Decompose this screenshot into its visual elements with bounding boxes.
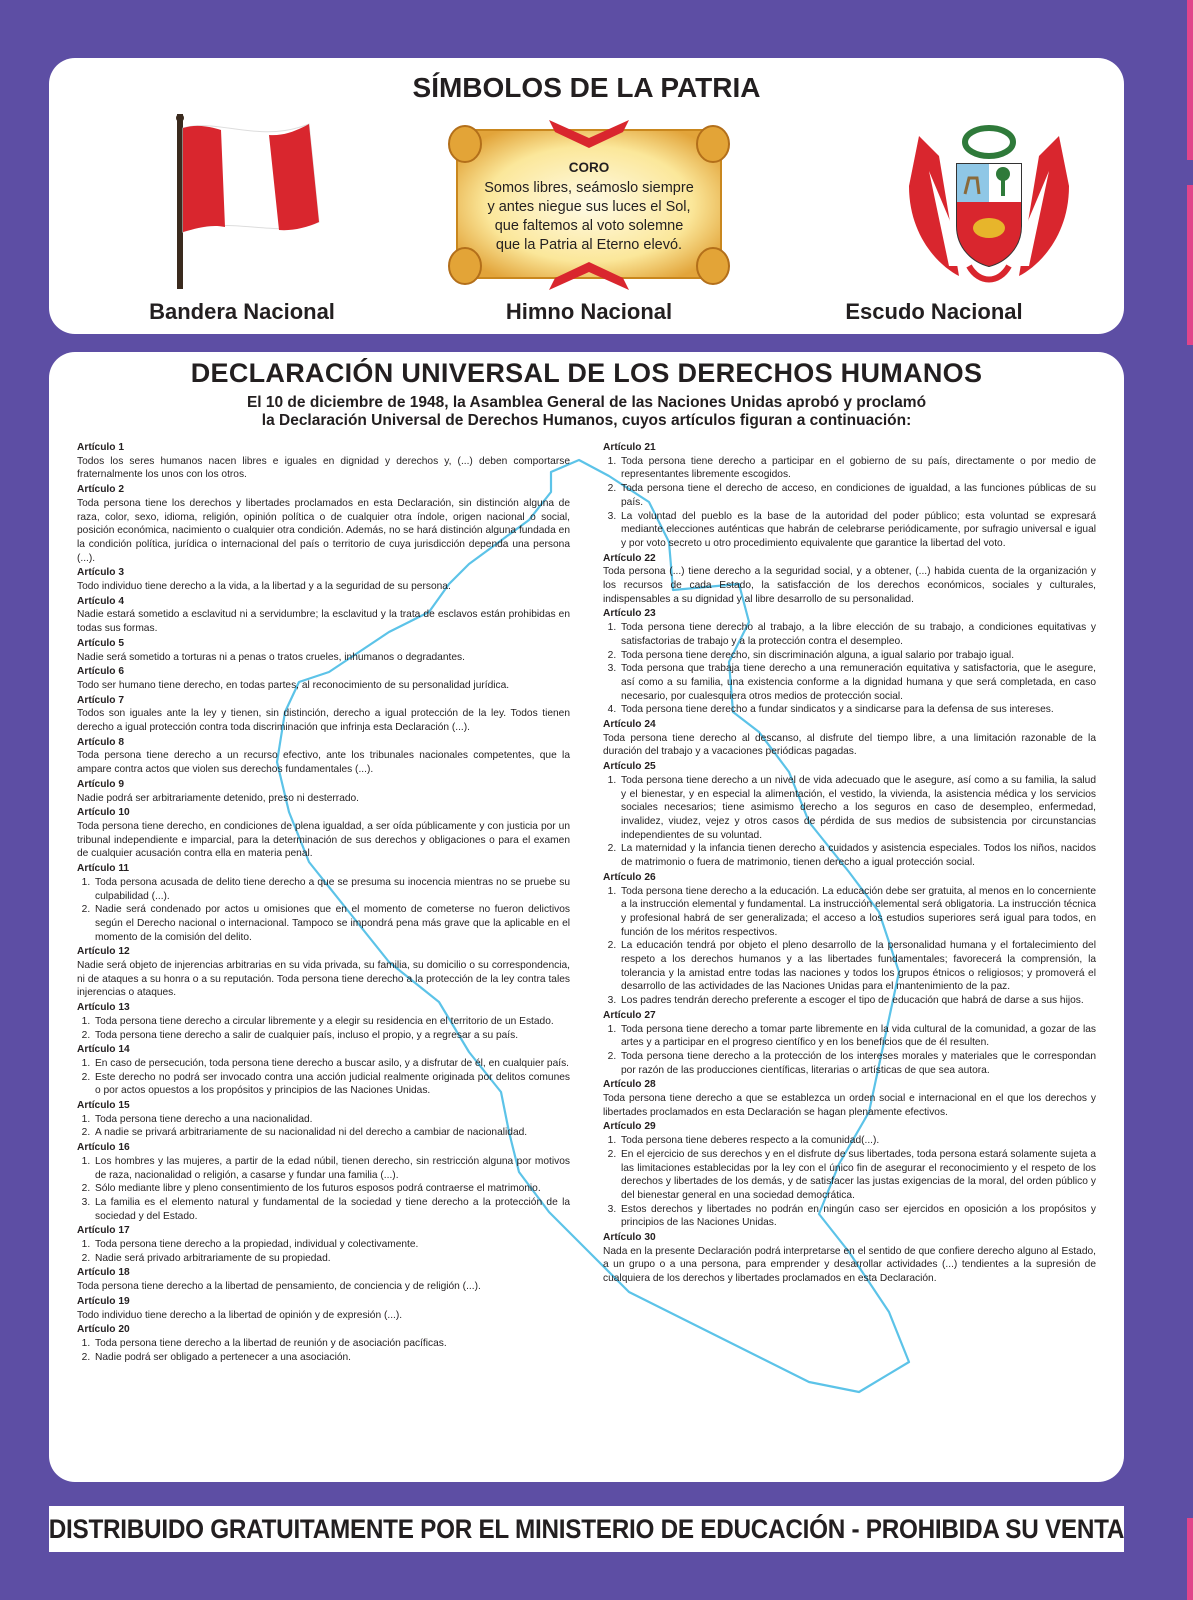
article-heading: Artículo 22 bbox=[603, 552, 656, 564]
article-heading: Artículo 25 bbox=[603, 761, 656, 773]
declaration-intro bbox=[49, 394, 1124, 430]
article-list-item: 2. Nadie podrá ser obligado a pertenecer a una asociación. bbox=[93, 1351, 570, 1365]
article-heading: Artículo 21 bbox=[603, 442, 656, 453]
article-heading: Artículo 17 bbox=[77, 1225, 130, 1237]
article-heading: Artículo 24 bbox=[603, 719, 656, 731]
declaration-panel bbox=[49, 352, 1124, 1482]
article-block bbox=[77, 1141, 570, 1223]
article-list-item: 1. Los hombres y las mujeres, a partir de la edad núbil, tienen derecho, sin restricción alguna por motivos de raza, nacionalidad o religión, a casarse y fundar una familia (...). bbox=[93, 1155, 570, 1182]
article-list-item: 2. Toda persona tiene el derecho de acceso, en condiciones de igualdad, a las funciones públicas de su país. bbox=[619, 482, 1096, 509]
article-list bbox=[603, 1134, 1096, 1230]
anthem-caption: Himno Nacional bbox=[505, 299, 673, 324]
article-block bbox=[77, 694, 570, 735]
article-block bbox=[77, 945, 570, 1000]
article-text: Toda persona tiene derecho al descanso, al disfrute del tiempo libre, a una limitación razonable de la duración del trabajo y a vacaciones periódicas pagadas. bbox=[603, 732, 1096, 758]
article-text: Todos son iguales ante la ley y tienen, sin distinción, derecho a igual protección de la ley. Todos tienen derecho a igual protección contra toda discriminación que infrinja esta Declaración (...). bbox=[77, 708, 570, 734]
article-text: Todo ser humano tiene derecho, en todas partes, al reconocimiento de su personalidad jurídica. bbox=[77, 679, 510, 691]
article-list bbox=[77, 1015, 570, 1042]
edge-mark-top bbox=[1187, 0, 1193, 160]
article-list-item: 1. Toda persona tiene derecho a la propiedad, individual y colectivamente. bbox=[93, 1238, 570, 1252]
article-block bbox=[77, 862, 570, 944]
chorus-line: y antes niegue sus luces el Sol, bbox=[487, 199, 691, 215]
article-block bbox=[603, 718, 1096, 759]
article-block bbox=[603, 552, 1096, 607]
article-block bbox=[77, 441, 570, 482]
article-text: Toda persona tiene derecho a que se establezca un orden social e internacional en el que los derechos y libertades proclamados en esta Declaración se hagan plenamente efectivos. bbox=[603, 1093, 1096, 1118]
article-block bbox=[603, 871, 1096, 1008]
article-list-item: 2. Este derecho no podrá ser invocado contra una acción judicial realmente originada por delitos comunes o por actos opuestos a los propósitos y principios de las Naciones Unidas. bbox=[93, 1071, 570, 1098]
article-list-item: 3. La voluntad del pueblo es la base de la autoridad del poder público; esta voluntad se expresará mediante elecciones auténticas que habrán de celebrarse periódicamente, por sufragio universal e igual y por voto secreto u otro procedimiento equivalente que garantice la libertad del voto. bbox=[619, 510, 1096, 551]
article-list-item: 1. Toda persona tiene derecho a tomar parte libremente en la vida cultural de la comunidad, a gozar de las artes y a participar en el progreso científico y en los beneficios que de él resulten. bbox=[619, 1023, 1096, 1050]
article-text: Toda persona tiene derecho a un recurso efectivo, ante los tribunales nacionales competentes, que la ampare contra actos que violen sus derechos fundamentales (...). bbox=[77, 750, 570, 776]
article-list-item: 2. La educación tendrá por objeto el pleno desarrollo de la personalidad humana y el fortalecimiento del respeto a los derechos humanos y a las libertades fundamentales; favorecerá la comprensión, la tolerancia y la amistad entre todas las naciones y todos los grupos étnicos o religiosos; y promoverá el desarrollo de las actividades de las Naciones Unidas para el mantenimiento de la paz. bbox=[619, 939, 1096, 994]
article-block bbox=[77, 736, 570, 777]
article-heading: Artículo 19 bbox=[77, 1295, 130, 1307]
articles-left-column bbox=[77, 440, 570, 1364]
article-heading: Artículo 5 bbox=[77, 637, 124, 649]
article-text: Toda persona tiene derecho a la libertad de pensamiento, de conciencia y de religión (...). bbox=[77, 1281, 481, 1293]
article-list-item: 2. Nadie será condenado por actos u omisiones que en el momento de cometerse no fueron delictivos según el Derecho nacional o internacional. Tampoco se impondrá pena más grave que la aplicable en el momento de la comisión del delito. bbox=[93, 903, 570, 944]
article-list-item: 2. A nadie se privará arbitrariamente de su nacionalidad ni del derecho a cambiar de nacionalidad. bbox=[93, 1126, 570, 1140]
article-text: Todos los seres humanos nacen libres e iguales en dignidad y derechos y, (...) deben comportarse fraternalmente los unos con los otros. bbox=[77, 455, 570, 481]
article-list bbox=[77, 1337, 570, 1364]
article-list-item: 1. Toda persona tiene derecho a la libertad de reunión y de asociación pacíficas. bbox=[93, 1337, 570, 1351]
article-heading: Artículo 18 bbox=[77, 1267, 130, 1279]
article-list-item: 3. La familia es el elemento natural y fundamental de la sociedad y tiene derecho a la protección de la sociedad y del Estado. bbox=[93, 1196, 570, 1223]
article-heading: Artículo 14 bbox=[77, 1044, 130, 1056]
article-list-item: 3. Los padres tendrán derecho preferente a escoger el tipo de educación que habrá de darse a sus hijos. bbox=[619, 994, 1096, 1008]
declaration-title: DECLARACIÓN UNIVERSAL DE LOS DERECHOS HUMANOS bbox=[190, 358, 983, 388]
anthem-scroll bbox=[439, 114, 739, 290]
footer-text: DISTRIBUIDO GRATUITAMENTE POR EL MINISTERIO DE EDUCACIÓN - PROHIBIDA SU VENTA bbox=[48, 1513, 1125, 1544]
article-heading: Artículo 15 bbox=[77, 1100, 130, 1112]
article-list-item: 1. En caso de persecución, toda persona tiene derecho a buscar asilo, y a disfrutar de él, en cualquier país. bbox=[93, 1057, 570, 1071]
chorus-line: Somos libres, seámoslo siempre bbox=[484, 180, 694, 196]
edge-mark-bottom bbox=[1187, 1518, 1193, 1600]
article-text: Todo individuo tiene derecho a la vida, a la libertad y a la seguridad de su persona. bbox=[77, 581, 451, 593]
coat-of-arms-image bbox=[899, 116, 1079, 291]
article-heading: Artículo 4 bbox=[77, 595, 124, 607]
article-heading: Artículo 10 bbox=[77, 807, 130, 819]
article-text: Nada en la presente Declaración podrá interpretarse en el sentido de que confiere derecho alguno al Estado, a un grupo o a una persona, para emprender y desarrollar actividades (...) tendientes a la supresión de cualquiera de los derechos y libertades proclamados en esta Declaración. bbox=[603, 1245, 1096, 1285]
article-block bbox=[77, 1043, 570, 1098]
footer-banner bbox=[49, 1506, 1124, 1552]
article-block bbox=[603, 441, 1096, 551]
article-list-item: 2. Nadie será privado arbitrariamente de su propiedad. bbox=[93, 1252, 570, 1266]
article-list-item: 2. Toda persona tiene derecho a salir de cualquier país, incluso el propio, y a regresar a su país. bbox=[93, 1029, 570, 1043]
article-list-item: 2. En el ejercicio de sus derechos y en el disfrute de sus libertades, toda persona estará solamente sujeta a las limitaciones establecidas por la ley con el único fin de asegurar el reconocimiento y el respeto de los derechos y libertades de los demás, y de satisfacer las justas exigencias de la moral, del orden público y del bienestar general en una sociedad democrática. bbox=[619, 1148, 1096, 1203]
article-list bbox=[603, 885, 1096, 1008]
article-list-item: 1. Toda persona tiene derecho a un nivel de vida adecuado que le asegure, así como a su familia, la salud y el bienestar, y en especial la alimentación, el vestido, la vivienda, la asistencia médica y los servicios sociales necesarios; tiene asimismo derecho a los seguros en caso de desempleo, enfermedad, invalidez, viudez, vejez y otros casos de pérdida de sus medios de subsistencia por circunstancias independientes de su voluntad. bbox=[619, 774, 1096, 843]
article-list-item: 1. Toda persona tiene derecho a la educación. La educación debe ser gratuita, al menos en lo concerniente a la instrucción elemental y fundamental. La instrucción elemental será obligatoria. La instrucción técnica y profesional habrá de ser generalizada; el acceso a los estudios superiores será igual para todos, en función de los méritos respectivos. bbox=[619, 885, 1096, 940]
article-block bbox=[77, 1099, 570, 1140]
anthem-chorus bbox=[439, 158, 739, 255]
article-text: Toda persona tiene derecho, en condiciones de plena igualdad, a ser oída públicamente y con justicia por un tribunal independiente e imparcial, para la determinación de sus derechos y obligaciones o para el examen de cualquier acusación contra ella en materia penal. bbox=[77, 820, 570, 860]
article-text: Nadie podrá ser arbitrariamente detenido, preso ni desterrado. bbox=[77, 792, 360, 804]
article-block bbox=[77, 1323, 570, 1364]
article-heading: Artículo 1 bbox=[77, 442, 124, 453]
chorus-line: que faltemos al voto solemne bbox=[494, 218, 684, 234]
intro-line: El 10 de diciembre de 1948, la Asamblea General de las Naciones Unidas aprobó y proclamó bbox=[246, 394, 927, 411]
article-text: Toda persona (...) tiene derecho a la seguridad social, y a obtener, (...) habida cuenta de la organización y los recursos de cada Estado, la satisfacción de los derechos económicos, sociales y culturales, indispensables a su dignidad y al libre desarrollo de su personalidad. bbox=[603, 566, 1096, 605]
article-list-item: 1. Toda persona tiene derecho al trabajo, a la libre elección de su trabajo, a condiciones equitativas y satisfactorias de trabajo y a la protección contra el desempleo. bbox=[619, 621, 1096, 648]
article-list-item: 3. Estos derechos y libertades no podrán en ningún caso ser ejercidos en oposición a los propósitos y principios de las Naciones Unidas. bbox=[619, 1203, 1096, 1230]
article-heading: Artículo 11 bbox=[77, 863, 130, 875]
article-list-item: 3. Toda persona que trabaja tiene derecho a una remuneración equitativa y satisfactoria, que le asegure, así como a su familia, una existencia conforme a la dignidad humana y que será completada, en caso necesario, por cualesquiera otros medios de protección social. bbox=[619, 662, 1096, 703]
article-block bbox=[603, 760, 1096, 870]
article-list bbox=[77, 1057, 570, 1098]
article-list-item: 2. Toda persona tiene derecho a la protección de los intereses morales y materiales que le correspondan por razón de las producciones científicas, literarias o artísticas de que sea autora. bbox=[619, 1050, 1096, 1077]
article-block bbox=[603, 1231, 1096, 1286]
articles-right-column bbox=[603, 440, 1096, 1286]
article-block bbox=[77, 595, 570, 636]
article-text: Nadie será sometido a torturas ni a penas o tratos crueles, inhumanos o degradantes. bbox=[77, 651, 465, 663]
article-list-item: 1. Toda persona tiene derecho a circular libremente y a elegir su residencia en el territorio de un Estado. bbox=[93, 1015, 570, 1029]
article-block bbox=[77, 1295, 570, 1322]
article-block bbox=[77, 1001, 570, 1042]
article-list bbox=[603, 1023, 1096, 1078]
article-list-item: 2. La maternidad y la infancia tienen derecho a cuidados y asistencia especiales. Todos los niños, nacidos de matrimonio o fuera de matrimonio, tienen derecho a igual protección social. bbox=[619, 842, 1096, 869]
article-block bbox=[77, 637, 570, 664]
article-block bbox=[603, 1120, 1096, 1230]
article-text: Nadie será objeto de injerencias arbitrarias en su vida privada, su familia, su domicilio o su correspondencia, ni de ataques a su honra o a su reputación. Toda persona tiene derecho a la protección de la ley contra tales injerencias o ataques. bbox=[77, 960, 570, 999]
article-heading: Artículo 23 bbox=[603, 608, 656, 620]
article-heading: Artículo 26 bbox=[603, 871, 656, 883]
article-heading: Artículo 7 bbox=[77, 694, 124, 706]
article-list-item: 1. Toda persona tiene derecho a participar en el gobierno de su país, directamente o por medio de representantes libremente escogidos. bbox=[619, 455, 1096, 482]
article-heading: Artículo 13 bbox=[77, 1002, 130, 1014]
article-list-item: 2. Sólo mediante libre y pleno consentimiento de los futuros esposos podrá contraerse el matrimonio. bbox=[93, 1182, 570, 1196]
article-block bbox=[77, 1224, 570, 1265]
symbols-panel bbox=[49, 58, 1124, 334]
article-text: Todo individuo tiene derecho a la libertad de opinión y de expresión (...). bbox=[77, 1309, 403, 1321]
article-heading: Artículo 29 bbox=[603, 1121, 656, 1133]
article-block bbox=[77, 665, 570, 692]
article-list bbox=[77, 1155, 570, 1224]
article-heading: Artículo 27 bbox=[603, 1009, 656, 1021]
article-list bbox=[77, 1113, 570, 1140]
article-list bbox=[77, 876, 570, 945]
article-heading: Artículo 3 bbox=[77, 567, 124, 579]
coat-caption: Escudo Nacional bbox=[845, 299, 1023, 324]
article-list-item: 2. Toda persona tiene derecho, sin discriminación alguna, a igual salario por trabajo igual. bbox=[619, 649, 1096, 663]
article-block bbox=[77, 1266, 570, 1293]
article-list-item: 1. Toda persona tiene deberes respecto a la comunidad(...). bbox=[619, 1134, 1096, 1148]
article-heading: Artículo 6 bbox=[77, 666, 124, 678]
chorus-heading: CORO bbox=[568, 160, 610, 175]
article-block bbox=[603, 607, 1096, 717]
national-flag-image bbox=[169, 114, 329, 289]
article-list bbox=[77, 1238, 570, 1265]
article-block bbox=[603, 1009, 1096, 1078]
article-heading: Artículo 2 bbox=[77, 484, 124, 496]
article-list-item: 1. Toda persona tiene derecho a una nacionalidad. bbox=[93, 1113, 570, 1127]
article-text: Nadie estará sometido a esclavitud ni a servidumbre; la esclavitud y la trata de esclavos están prohibidas en todas sus formas. bbox=[77, 609, 570, 635]
article-block bbox=[603, 1078, 1096, 1119]
article-list-item: 4. Toda persona tiene derecho a fundar sindicatos y a sindicarse para la defensa de sus intereses. bbox=[619, 703, 1096, 717]
article-heading: Artículo 12 bbox=[77, 946, 130, 958]
article-list bbox=[603, 774, 1096, 870]
article-heading: Artículo 16 bbox=[77, 1142, 130, 1154]
flag-caption: Bandera Nacional bbox=[149, 299, 335, 324]
intro-line: la Declaración Universal de Derechos Humanos, cuyos artículos figuran a continuación: bbox=[261, 412, 912, 429]
article-text: Toda persona tiene los derechos y libertades proclamados en esta Declaración, sin distinción alguna de raza, color, sexo, idioma, religión, opinión política o de cualquier otra índole, origen nacional o social, posición económica, nacimiento o cualquier otra condición. Además, no se hará distinción alguna fundada en la condición política, jurídica o internacional del país o territorio de cuya jurisdicción dependa una persona (...). bbox=[77, 497, 570, 564]
article-list-item: 1. Toda persona acusada de delito tiene derecho a que se presuma su inocencia mientras no se pruebe su culpabilidad (...). bbox=[93, 876, 570, 903]
article-block bbox=[77, 483, 570, 565]
article-heading: Artículo 8 bbox=[77, 736, 124, 748]
article-heading: Artículo 28 bbox=[603, 1079, 656, 1091]
article-block bbox=[77, 566, 570, 593]
article-list bbox=[603, 621, 1096, 717]
edge-mark-middle bbox=[1187, 185, 1193, 345]
article-list bbox=[603, 455, 1096, 551]
article-block bbox=[77, 778, 570, 805]
article-block bbox=[77, 806, 570, 861]
symbols-title: SÍMBOLOS DE LA PATRIA bbox=[412, 72, 761, 103]
chorus-line: que la Patria al Eterno elevó. bbox=[495, 237, 683, 253]
article-heading: Artículo 30 bbox=[603, 1232, 656, 1244]
article-heading: Artículo 9 bbox=[77, 778, 124, 790]
article-heading: Artículo 20 bbox=[77, 1324, 130, 1336]
